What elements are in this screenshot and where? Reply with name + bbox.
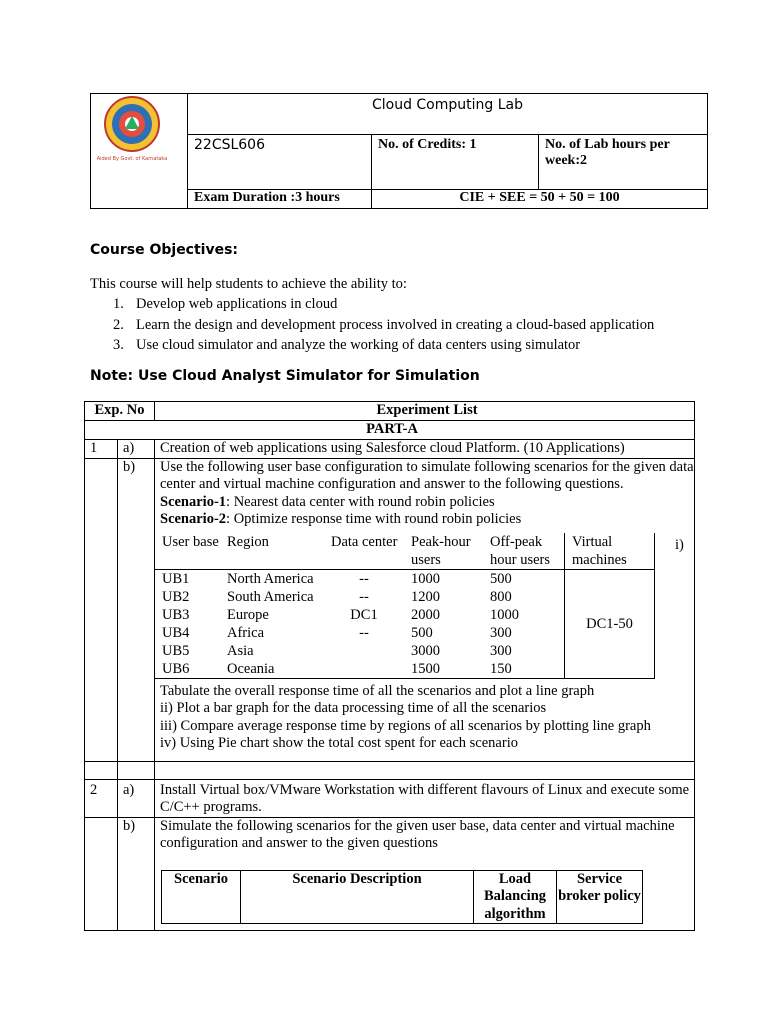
table-row: UB3 Europe DC1 2000 1000 [162, 606, 519, 623]
institute-logo-icon [91, 94, 187, 164]
header-cell: Virtual machines [565, 533, 655, 570]
course-header-table [90, 93, 708, 209]
exp1b-content [155, 458, 695, 761]
empty-cell [85, 817, 118, 931]
empty-cell [85, 761, 118, 779]
marks: CIE + SEE = 50 + 50 = 100 [372, 190, 708, 209]
user-base-table [155, 533, 655, 679]
exp2a-label: a) [118, 779, 155, 817]
empty-cell [85, 458, 118, 761]
exp1b-label: b) [118, 458, 155, 761]
scenario-2: Scenario-2: Optimize response time with round robin policies [160, 511, 522, 527]
part-a-heading: PART-A [85, 421, 695, 440]
table-row: UB2 South America -- 1200 800 [162, 588, 512, 605]
col-exp-no: Exp. No [85, 402, 155, 421]
table-row [162, 870, 643, 924]
exp1a-label: a) [118, 439, 155, 458]
header-cell: User base [155, 533, 220, 570]
header-cell: Scenario Description [241, 870, 474, 924]
empty-cell [118, 761, 155, 779]
objectives-heading: Course Objectives: [90, 242, 239, 258]
col-experiment-list: Experiment List [155, 402, 695, 421]
list-item: 1. Develop web applications in cloud [113, 296, 338, 312]
header-cell: Peak-hour users [404, 533, 483, 570]
question-iv: iv) Using Pie chart show the total cost spent for each scenario [160, 735, 518, 751]
exam-duration: Exam Duration :3 hours [188, 190, 372, 209]
exp2b-content [155, 817, 695, 931]
table-row: UB5 Asia 3000 300 [162, 642, 512, 659]
table-row: UB1 North America -- 1000 500 DC1-50 [155, 569, 655, 588]
exp2-number: 2 [85, 779, 118, 817]
simulator-note: Note: Use Cloud Analyst Simulator for Simulation [90, 368, 480, 384]
question-i-label: i) [675, 536, 684, 553]
header-cell: Region [220, 533, 324, 570]
exp1b-intro: Use the following user base configuration to simulate following scenarios for the given data center and virtual machine configuration and answer to the following questions. [160, 458, 694, 492]
logo-caption: Aided By Govt. of Karnataka [96, 156, 168, 162]
exp2a-text: Install Virtual box/VMware Workstation with different flavours of Linux and execute some C/C++ programs. [155, 779, 695, 817]
header-cell: Off-peak hour users [483, 533, 565, 570]
lab-hours: No. of Lab hours per week:2 [539, 135, 708, 190]
table-row [155, 533, 655, 570]
empty-cell [155, 761, 695, 779]
header-cell: Data center [324, 533, 404, 570]
question-tabulate: Tabulate the overall response time of all the scenarios and plot a line graph [160, 682, 595, 699]
list-item: 2. Learn the design and development process involved in creating a cloud-based application [113, 316, 655, 333]
table-row: UB4 Africa -- 500 300 [162, 624, 512, 641]
logo-cell [91, 94, 188, 209]
header-cell: Service broker policy [557, 870, 643, 924]
vm-value: DC1-50 [565, 569, 655, 678]
header-cell: Scenario [162, 870, 241, 924]
header-cell: Load Balancing algorithm [474, 870, 557, 924]
table-row: UB6 Oceania 1500 150 [155, 660, 655, 679]
course-title: Cloud Computing Lab [188, 94, 708, 135]
experiment-table [84, 401, 695, 931]
question-ii: ii) Plot a bar graph for the data processing time of all the scenarios [160, 700, 547, 716]
list-item: 3. Use cloud simulator and analyze the working of data centers using simulator [113, 337, 581, 353]
exp2b-text: Simulate the following scenarios for the given user base, data center and virtual machine configuration and answer to the given questions [160, 817, 675, 851]
scenario-table [161, 870, 643, 925]
question-iii: iii) Compare average response time by regions of all scenarios by plotting line graph [160, 717, 651, 734]
objectives-intro: This course will help students to achieve the ability to: [90, 276, 407, 292]
objectives-list [113, 294, 654, 356]
exp1a-text: Creation of web applications using Salesforce cloud Platform. (10 Applications) [155, 439, 695, 458]
user-base-block [160, 533, 694, 683]
course-code: 22CSL606 [188, 135, 372, 190]
scenario-1: Scenario-1: Nearest data center with round robin policies [160, 493, 495, 510]
credits: No. of Credits: 1 [372, 135, 539, 190]
exp1-number: 1 [85, 439, 118, 458]
exp2b-label: b) [118, 817, 155, 931]
